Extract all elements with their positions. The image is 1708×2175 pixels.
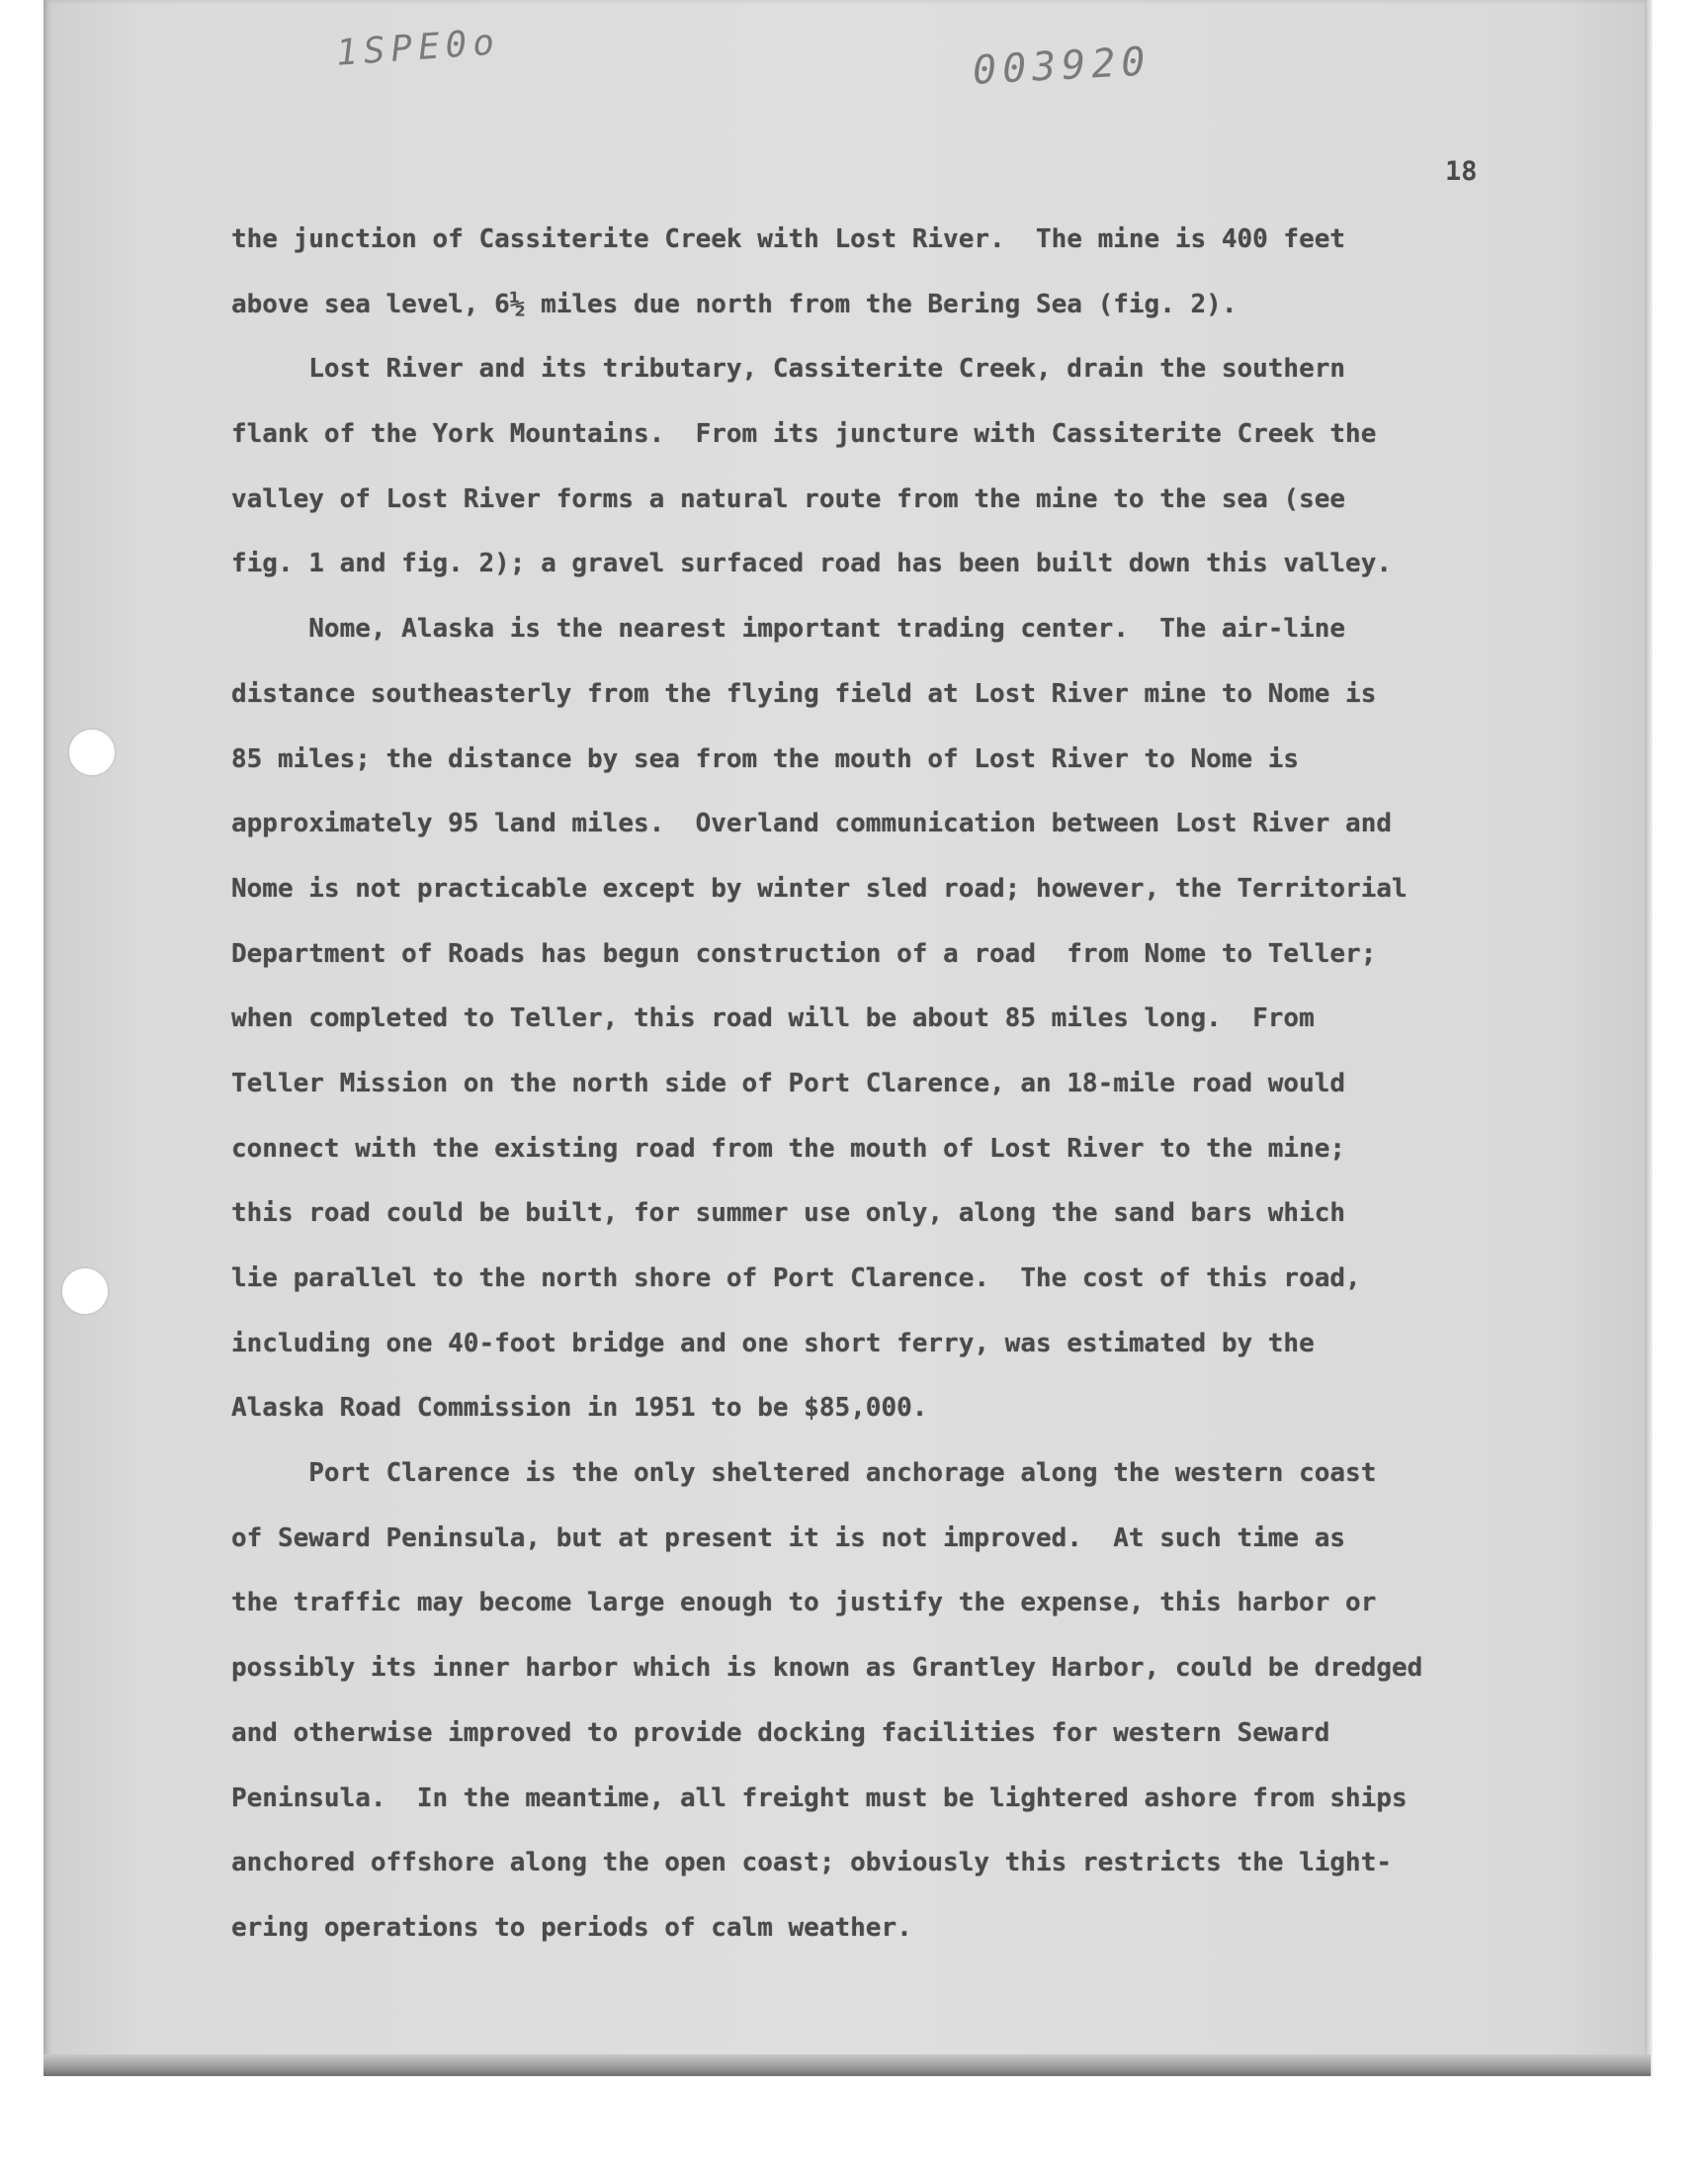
handwritten-annotation: 1SPE0o [334, 22, 502, 74]
page-number: 18 [1445, 156, 1478, 187]
text-line: Nome, Alaska is the nearest important trading center. The air-line [231, 614, 1346, 645]
text-line: this road could be built, for summer use only, along the sand bars which [231, 1198, 1346, 1229]
text-line: ering operations to periods of calm weather. [231, 1912, 912, 1943]
text-line: Peninsula. In the meantime, all freight must be lightered ashore from ships [231, 1783, 1408, 1813]
text-line: when completed to Teller, this road will be about 85 miles long. From [231, 1003, 1315, 1034]
punch-hole-lower [62, 1268, 108, 1314]
text-line: the junction of Cassiterite Creek with Lost River. The mine is 400 feet [231, 224, 1346, 254]
text-line: connect with the existing road from the mouth of Lost River to the mine; [231, 1133, 1346, 1164]
text-line: valley of Lost River forms a natural route from the mine to the sea (see [231, 483, 1346, 514]
text-line: the traffic may become large enough to justify the expense, this harbor or [231, 1588, 1377, 1618]
text-line: Teller Mission on the north side of Port Clarence, an 18-mile road would [231, 1068, 1346, 1098]
text-line: including one 40-foot bridge and one short ferry, was estimated by the [231, 1328, 1315, 1358]
text-line: possibly its inner harbor which is known as Grantley Harbor, could be dredged [231, 1653, 1423, 1684]
text-line: fig. 1 and fig. 2); a gravel surfaced road has been built down this valley. [231, 549, 1392, 579]
text-line: anchored offshore along the open coast; obviously this restricts the light- [231, 1848, 1392, 1878]
text-line: Alaska Road Commission in 1951 to be $85,000. [231, 1393, 928, 1424]
text-line: approximately 95 land miles. Overland communication between Lost River and [231, 809, 1392, 839]
text-line: flank of the York Mountains. From its juncture with Cassiterite Creek the [231, 419, 1377, 450]
document-body [231, 218, 1516, 1971]
text-line: and otherwise improved to provide docking facilities for western Seward [231, 1717, 1330, 1748]
document-number-stamp: 003920 [971, 39, 1153, 94]
text-line: Port Clarence is the only sheltered anchorage along the western coast [231, 1458, 1377, 1489]
paper-right-edge [1645, 0, 1653, 2076]
paper-bottom-edge [43, 2054, 1651, 2076]
text-line: Lost River and its tributary, Cassiterite Creek, drain the southern [231, 354, 1346, 385]
text-line: of Seward Peninsula, but at present it is not improved. At such time as [231, 1522, 1346, 1553]
text-line: Nome is not practicable except by winter sled road; however, the Territorial [231, 873, 1408, 904]
text-line: Department of Roads has begun construction of a road from Nome to Teller; [231, 938, 1377, 969]
text-line: 85 miles; the distance by sea from the mouth of Lost River to Nome is [231, 743, 1300, 774]
text-line: above sea level, 6½ miles due north from the Bering Sea (fig. 2). [231, 289, 1238, 319]
punch-hole-upper [69, 730, 115, 775]
text-line: distance southeasterly from the flying field at Lost River mine to Nome is [231, 678, 1377, 709]
text-line: lie parallel to the north shore of Port Clarence. The cost of this road, [231, 1263, 1361, 1293]
